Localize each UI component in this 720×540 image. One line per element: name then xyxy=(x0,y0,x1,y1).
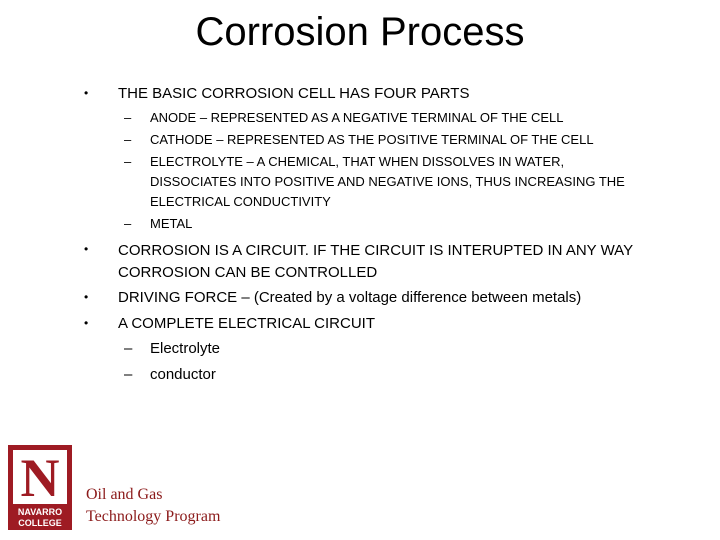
sub-bullet-text: conductor xyxy=(150,366,216,383)
dash-mark: – xyxy=(124,366,133,383)
sub-bullet-text: ELECTROLYTE – A CHEMICAL, THAT WHEN DISSOLVES IN WATER, DISSOCIATES INTO POSITIVE AND NEGATIVE IONS, THUS INCREASING THE ELECTRICAL CONDUCTIVITY xyxy=(150,154,625,209)
sub-bullet-text: METAL xyxy=(150,216,193,231)
dash-mark: – xyxy=(124,154,132,169)
sub-bullet-text: Electrolyte xyxy=(150,340,221,357)
bullet-text: A COMPLETE ELECTRICAL CIRCUIT xyxy=(118,315,375,332)
footer-program xyxy=(86,484,220,528)
dash-mark: – xyxy=(124,110,132,125)
footer-line-2: Technology Program xyxy=(86,508,221,525)
bullet-mark: • xyxy=(84,86,89,100)
sub-bullet-text: CATHODE – REPRESENTED AS THE POSITIVE TERMINAL OF THE CELL xyxy=(150,132,594,147)
bullet-mark: • xyxy=(84,290,89,304)
sub-bullet-text: ANODE – REPRESENTED AS A NEGATIVE TERMINAL OF THE CELL xyxy=(150,110,564,125)
logo-letter-box xyxy=(13,448,67,508)
navarro-college-logo xyxy=(8,445,72,530)
logo-letter: N xyxy=(20,448,60,508)
logo-line-2: COLLEGE xyxy=(18,518,62,528)
bullet-text: THE BASIC CORROSION CELL HAS FOUR PARTS xyxy=(118,85,470,102)
bullet-text: CORROSION IS A CIRCUIT. IF THE CIRCUIT IS INTERUPTED IN ANY WAY CORROSION CAN BE CONTROLLED xyxy=(118,242,633,281)
footer-line-1: Oil and Gas xyxy=(86,486,163,503)
dash-mark: – xyxy=(124,216,132,231)
bullet-mark: • xyxy=(84,316,89,330)
bullet-text: DRIVING FORCE – (Created by a voltage difference between metals) xyxy=(118,289,582,306)
logo-line-1: NAVARRO xyxy=(17,507,63,517)
bullet-mark: • xyxy=(84,242,89,256)
dash-mark: – xyxy=(124,340,133,357)
dash-mark: – xyxy=(124,132,132,147)
slide-title: Corrosion Process xyxy=(195,10,525,54)
